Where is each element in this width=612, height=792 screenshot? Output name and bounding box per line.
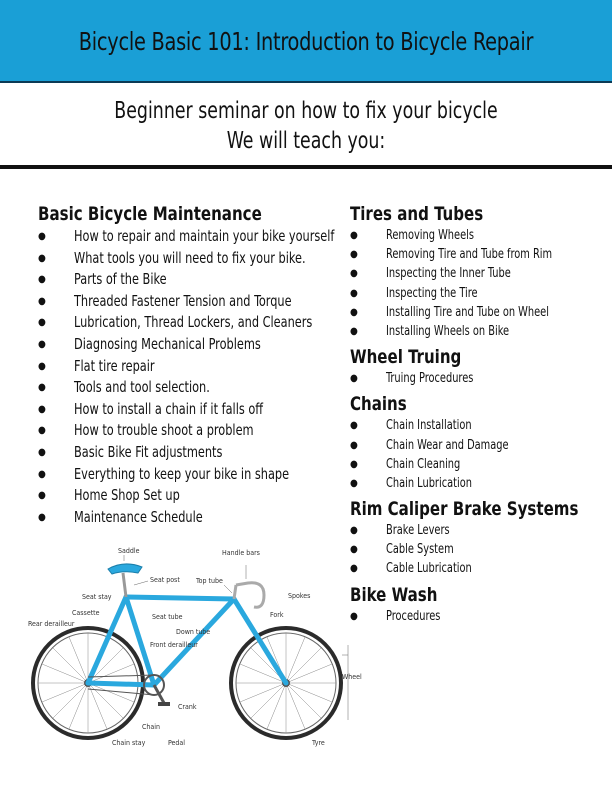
bullet-icon: ● [350, 230, 358, 241]
list-item-text: Inspecting the Inner Tube [386, 266, 511, 282]
bullet-icon: ● [350, 439, 358, 451]
subtitle [49, 96, 563, 156]
list-item-installing-wheels-on-bike [350, 322, 600, 341]
list-item-maintenance-schedule [38, 507, 343, 529]
bullet-icon: ● [38, 274, 46, 286]
bullet-icon: ● [38, 425, 46, 437]
section-chains [350, 392, 600, 493]
list-item-installing-tire-and-tube-on-wheel [350, 303, 600, 322]
label-seat-tube: Seat tube [152, 613, 183, 621]
label-chain: Chain [142, 723, 160, 731]
bullet-icon: ● [38, 231, 46, 242]
list-item-text: Home Shop Set up [74, 486, 180, 505]
bullet-icon: ● [38, 338, 46, 350]
bullet-icon: ● [350, 325, 358, 337]
list-item-brake-levers [350, 521, 600, 540]
list-item-removing-wheels [350, 226, 600, 245]
list-item-text: Removing Wheels [386, 228, 474, 243]
bullet-icon: ● [38, 382, 46, 394]
bullet-icon: ● [38, 317, 46, 329]
bullet-icon: ● [38, 446, 46, 458]
bullet-icon: ● [38, 360, 46, 372]
title-banner [0, 0, 612, 83]
list-item-text: Installing Tire and Tube on Wheel [386, 304, 549, 320]
list-item-removing-tire-and-tube-from-rim [350, 245, 600, 264]
bullet-icon: ● [350, 525, 358, 537]
seat-assembly [108, 564, 142, 597]
list-item-inspecting-the-inner-tube [350, 264, 600, 283]
subtitle-line-1: Beginner seminar on how to fix your bicycle [114, 98, 498, 124]
label-seat-post: Seat post [150, 576, 180, 584]
section-list [350, 369, 600, 388]
label-spokes: Spokes [288, 592, 311, 600]
list-item-text: How to trouble shoot a problem [74, 421, 254, 440]
list-item-threaded-fastener-tension-and-torque [38, 291, 343, 313]
list-item-text: Truing Procedures [386, 371, 474, 387]
bullet-icon: ● [350, 287, 358, 299]
label-chain-stay: Chain stay [112, 739, 146, 747]
list-item-text: Parts of the Bike [74, 270, 167, 289]
label-cassette: Cassette [72, 609, 100, 617]
left-column [38, 202, 343, 528]
label-crank: Crank [178, 703, 197, 711]
section-title-bike-wash: Bike Wash [350, 583, 438, 606]
list-item-text: Installing Wheels on Bike [386, 323, 510, 339]
list-item-text: Chain Cleaning [386, 456, 461, 472]
label-tyre: Tyre [312, 739, 325, 747]
label-handle-bars: Handle bars [222, 549, 260, 557]
label-pedal: Pedal [168, 739, 186, 747]
list-item-basic-bike-fit-adjustments [38, 442, 343, 464]
list-item-text: Removing Tire and Tube from Rim [386, 247, 553, 263]
bullet-icon: ● [350, 306, 358, 318]
list-item-cable-system [350, 540, 600, 559]
section-list [350, 607, 600, 626]
list-item-lubrication-thread-lockers-and-cleaners [38, 312, 343, 334]
bullet-icon: ● [38, 511, 46, 523]
label-wheel: Wheel [342, 673, 362, 681]
section-list [350, 226, 600, 341]
list-item-text: Brake Levers [386, 523, 450, 539]
list-item-what-tools-you-will-need-to-fix-your-bike [38, 248, 343, 270]
bullet-icon: ● [350, 268, 358, 280]
section-wheel-truing [350, 345, 600, 388]
bullet-icon: ● [38, 403, 46, 415]
list-item-truing-procedures [350, 369, 600, 388]
bullet-icon: ● [38, 468, 46, 480]
bullet-icon: ● [38, 490, 46, 502]
bullet-icon: ● [350, 610, 358, 622]
list-item-text: Cable System [386, 542, 454, 558]
bullet-icon: ● [350, 563, 358, 575]
section-title-rim-caliper-brake-systems: Rim Caliper Brake Systems [350, 498, 579, 521]
list-item-text: Diagnosing Mechanical Problems [74, 334, 261, 353]
right-column [350, 202, 600, 630]
bullet-icon: ● [350, 249, 358, 261]
list-item-text: Threaded Fastener Tension and Torque [74, 291, 292, 310]
list-item-text: Everything to keep your bike in shape [74, 464, 290, 483]
label-down-tube: Down tube [176, 628, 211, 636]
list-item-text: How to install a chain if it falls off [74, 399, 264, 418]
bullet-icon: ● [350, 420, 358, 432]
label-seat-stay: Seat stay [82, 593, 112, 601]
list-item-text: Chain Wear and Damage [386, 437, 509, 453]
label-front-derailleur: Front derailleur [150, 641, 198, 649]
list-item-tools-and-tool-selection [38, 377, 343, 399]
list-item-parts-of-the-bike [38, 269, 343, 291]
list-item-home-shop-set-up [38, 485, 343, 507]
bullet-icon: ● [38, 252, 46, 264]
section-tires-and-tubes [350, 202, 600, 341]
bicycle-diagram [26, 545, 366, 755]
list-item-diagnosing-mechanical-problems [38, 334, 343, 356]
list-item-chain-installation [350, 416, 600, 435]
list-item-text: Chain Lubrication [386, 475, 472, 491]
section-rim-caliper-brake-systems [350, 497, 600, 579]
list-item-inspecting-the-tire [350, 284, 600, 303]
list-item-text: Cable Lubrication [386, 561, 472, 577]
list-item-chain-wear-and-damage [350, 436, 600, 455]
list-item-flat-tire-repair [38, 356, 343, 378]
section-title-tires-and-tubes: Tires and Tubes [350, 203, 484, 225]
list-item-text: Flat tire repair [74, 356, 155, 375]
bullet-icon: ● [38, 295, 46, 307]
list-item-everything-to-keep-your-bike-in-shape [38, 464, 343, 486]
list-item-text: How to repair and maintain your bike yourself [74, 227, 335, 245]
list-item-text: Procedures [386, 608, 441, 624]
label-fork: Fork [270, 611, 284, 619]
divider [0, 165, 612, 169]
page-title: Bicycle Basic 101: Introduction to Bicycle Repair [78, 27, 534, 56]
list-item-how-to-repair-and-maintain-your-bike-yourself [38, 226, 343, 248]
list-item-text: Inspecting the Tire [386, 285, 478, 301]
section-title-basic-maintenance: Basic Bicycle Maintenance [38, 203, 262, 225]
label-rear-derailleur: Rear derailleur [28, 620, 75, 628]
list-item-cable-lubrication [350, 559, 600, 578]
label-saddle: Saddle [118, 547, 140, 555]
section-title-chains: Chains [350, 393, 407, 416]
list-item-text: Chain Installation [386, 418, 472, 434]
list-item-chain-cleaning [350, 455, 600, 474]
list-item-text: Maintenance Schedule [74, 507, 203, 526]
section-list [350, 521, 600, 579]
list-item-text: What tools you will need to fix your bike. [74, 248, 306, 267]
list-item-text: Basic Bike Fit adjustments [74, 442, 223, 461]
bullet-icon: ● [350, 373, 358, 385]
list-item-text: Tools and tool selection. [74, 378, 210, 397]
bullet-icon: ● [350, 458, 358, 470]
subtitle-line-2: We will teach you: [226, 128, 386, 154]
list-item-chain-lubrication [350, 474, 600, 493]
list-item-how-to-install-a-chain-if-it-falls-off [38, 399, 343, 421]
list-item-text: Lubrication, Thread Lockers, and Cleaners [74, 313, 313, 332]
basic-maintenance-list [38, 226, 343, 528]
bullet-icon: ● [350, 544, 358, 556]
bullet-icon: ● [350, 477, 358, 489]
section-title-wheel-truing: Wheel Truing [350, 346, 462, 369]
section-list [350, 416, 600, 493]
label-top-tube: Top tube [196, 577, 223, 585]
section-bike-wash [350, 583, 600, 626]
list-item-how-to-trouble-shoot-a-problem [38, 420, 343, 442]
list-item-procedures [350, 607, 600, 626]
